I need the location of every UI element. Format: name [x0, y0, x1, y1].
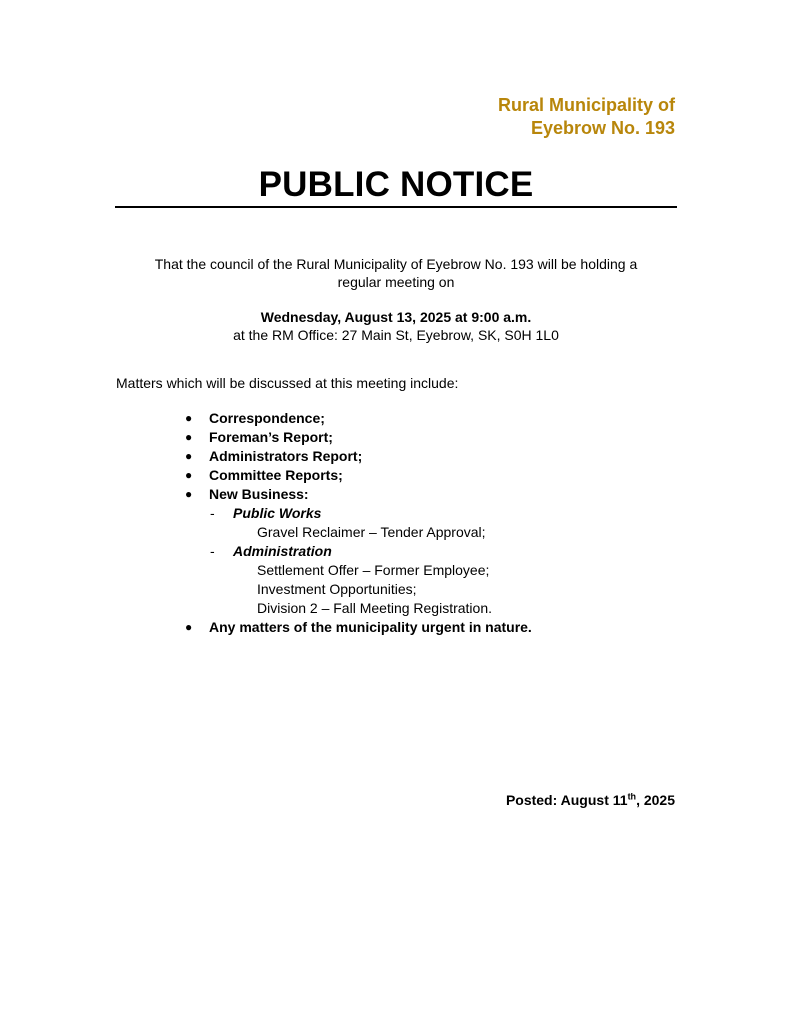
detail-investment-opportunities: Investment Opportunities; [257, 581, 417, 597]
sub-list-item [0, 504, 791, 523]
intro-line-2: regular meeting on [337, 274, 455, 290]
sub-list-detail [0, 523, 791, 542]
list-item [0, 409, 791, 428]
detail-gravel-reclaimer: Gravel Reclaimer – Tender Approval; [257, 524, 486, 540]
sub-list-detail [0, 580, 791, 599]
page-title: PUBLIC NOTICE [258, 165, 534, 204]
agenda-item-urgent-matters: Any matters of the municipality urgent in nature. [209, 619, 532, 635]
agenda-list [0, 409, 791, 637]
sub-list-item [0, 542, 791, 561]
agenda-item-correspondence: Correspondence; [209, 410, 325, 426]
bullet-icon: ● [185, 468, 193, 482]
intro-line-1: That the council of the Rural Municipality of Eyebrow No. 193 will be holding a [154, 256, 638, 272]
list-item [0, 466, 791, 485]
intro-paragraph [115, 255, 677, 291]
municipality-name-line1: Rural Municipality of [497, 95, 675, 115]
dash-icon: - [210, 543, 215, 559]
agenda-item-new-business: New Business: [209, 486, 309, 502]
detail-settlement-offer: Settlement Offer – Former Employee; [257, 562, 490, 578]
list-item [0, 428, 791, 447]
municipality-header [498, 94, 675, 140]
matters-intro: Matters which will be discussed at this meeting include: [116, 375, 459, 391]
municipality-name-line2: Eyebrow No. 193 [530, 118, 675, 138]
list-item [0, 618, 791, 637]
meeting-details [115, 308, 677, 344]
bullet-icon: ● [185, 620, 193, 634]
dash-icon: - [210, 505, 215, 521]
posted-date [506, 791, 675, 809]
posted-year: , 2025 [636, 792, 675, 808]
bullet-icon: ● [185, 430, 193, 444]
sub-heading-public-works: Public Works [233, 505, 322, 521]
sub-list-detail [0, 561, 791, 580]
agenda-item-committee-reports: Committee Reports; [209, 467, 343, 483]
sub-list-detail [0, 599, 791, 618]
bullet-icon: ● [185, 487, 193, 501]
agenda-item-administrators-report: Administrators Report; [209, 448, 363, 464]
bullet-icon: ● [185, 411, 193, 425]
detail-fall-meeting-registration: Division 2 – Fall Meeting Registration. [257, 600, 492, 616]
meeting-location: at the RM Office: 27 Main St, Eyebrow, SK, S0H 1L0 [233, 327, 559, 343]
posted-label: Posted: August 11 [505, 792, 628, 808]
meeting-date-time: Wednesday, August 13, 2025 at 9:00 a.m. [260, 309, 532, 325]
title-divider [115, 206, 677, 208]
list-item [0, 485, 791, 504]
agenda-item-foremans-report: Foreman’s Report; [209, 429, 333, 445]
sub-heading-administration: Administration [233, 543, 332, 559]
list-item [0, 447, 791, 466]
posted-day-suffix: th [627, 791, 637, 802]
bullet-icon: ● [185, 449, 193, 463]
